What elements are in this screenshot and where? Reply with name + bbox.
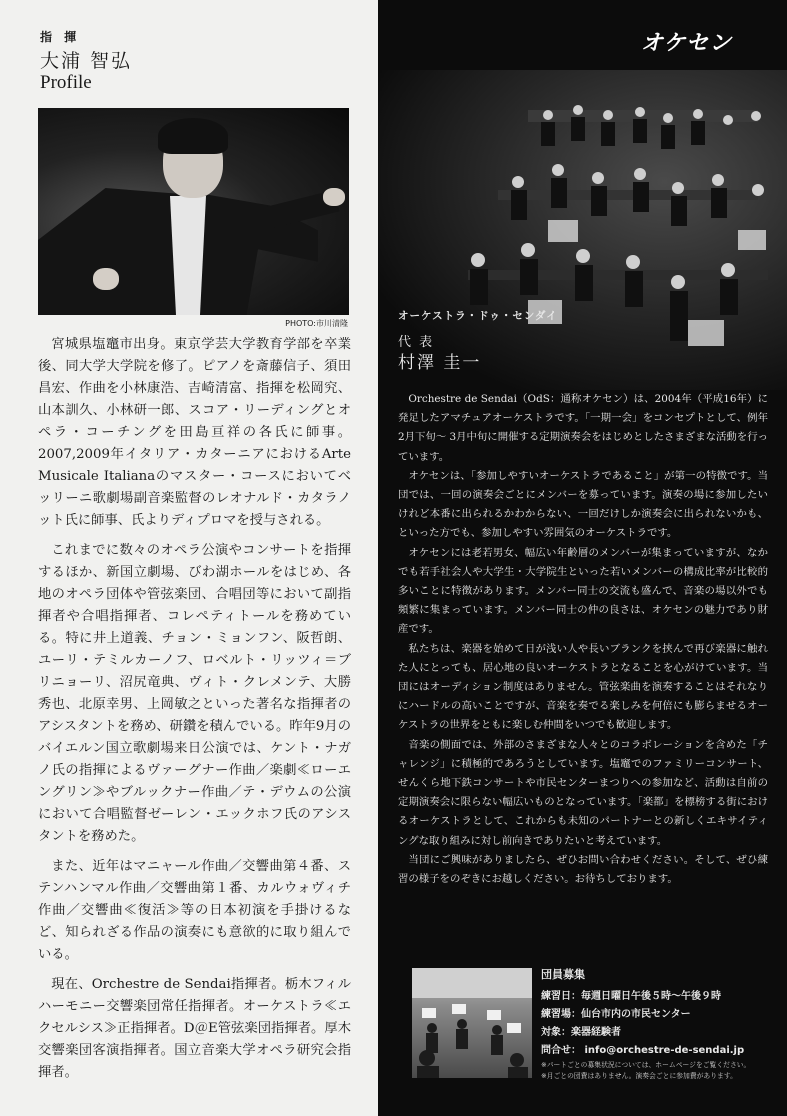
description-paragraph: オケセンは、「参加しやすいオーケストラであること」が第一の特徴です。当団では、一回の演奏会ごとにメンバーを募っています。演奏の場に参加したいけれど本番に出られるかわからない、一回だけしか演奏会に出られないかも、といった方でも、参加しやすい雰囲気のオーケストラです。 — [398, 469, 768, 540]
contact-email[interactable]: 問合せ： info@orchestre-de-sendai.jp — [541, 1045, 745, 1056]
conductor-role: 指 揮 — [40, 30, 81, 44]
orchestra-photo-graphic — [378, 70, 787, 390]
bio-paragraph: また、近年はマニャール作曲／交響曲第４番、ステンハンマル作曲／交響曲第１番、カルウォヴィチ作曲／交響曲≪復活≫等の日本初演を手掛けるなど、知られざる作品の演奏にも意欲的に取り組んでいる。 — [38, 859, 351, 962]
description-paragraph: オケセンには老若男女、幅広い年齢層のメンバーが集まっていますが、なかでも若手社会人や大学生・大学院生といった若いメンバーの構成比率が比較的多いことに特徴があります。メンバー同士の交流も盛んで、音楽の場以外でも頻繁に集まっています。メンバー同士の仲の良さは、オケセンの魅力であり財産です。 — [398, 546, 768, 636]
orchestra-name: オーケストラ・ドゥ・センダイ — [398, 310, 558, 322]
bio-paragraph: 現在、Orchestre de Sendai指揮者。栃木フィルハーモニー交響楽団常任指揮者。オーケストラ≪エクセルシス≫正指揮者。D＠E管弦楽団指揮者。厚木交響楽団客演指揮者。国立音楽大学オペラ研究会指揮者。 — [38, 977, 351, 1080]
recruitment-info — [541, 966, 781, 1082]
recruitment-target: 対象：楽器経験者 — [541, 1027, 621, 1038]
description-paragraph: 音楽の側面では、外部のさまざまな人々とのコラボレーションを含めた「チャレンジ」に積極的であろうとしています。塩竈でのファミリーコンサート、せんくら地下鉄コンサートや市民センターまつりへの参加など、活動は自前の定期演奏会に限らない幅広いものとなっています。「楽都」を標榜する街におけるオーケストラとして、これからも未知のパートナーとの新しくエキサイティングな取り組みに対し前向きでありたいと考えています。 — [398, 738, 768, 847]
rehearsal-photo-graphic — [412, 968, 532, 1078]
recruitment-title: 団員募集 — [541, 968, 585, 981]
photo-credit: PHOTO:市川清隆 — [285, 319, 348, 328]
conductor-name: 大浦 智弘 — [40, 50, 133, 72]
practice-day: 練習日：毎週日曜日午後５時〜午後９時 — [541, 991, 721, 1002]
conductor-photo — [38, 108, 349, 315]
conductor-profile-panel — [0, 0, 378, 1116]
orchestra-photo — [378, 70, 787, 390]
bio-paragraph: これまでに数々のオペラ公演やコンサートを指揮するほか、新国立劇場、びわ湖ホールをはじめ、各地のオペラ団体や管弦楽団、合唱団等において副指揮者や合唱指揮者、コレペティトールを務めている。特に井上道義、チョン・ミョンフン、阪哲朗、ユーリ・テミルカーノフ、ロベルト・リッツィ＝ブリニョーリ、沼尻竜典、ヴィト・クレメンテ、大勝秀也、北原幸男、上岡敏之といった著名な指揮者のアシスタントを務め、研鑽を積んでいる。昨年9月のバイエルン国立歌劇場来日公演では、ケント・ナガノ氏の指揮によるヴァーグナー作曲／楽劇≪ローエングリン≫やブルックナー作曲／テ・デウムの公演において合唱監督ゼーレン・エックホフ氏のアシスタントを務めた。 — [38, 543, 351, 844]
representative-name: 村澤 圭一 — [398, 353, 482, 373]
profile-heading: Profile — [40, 72, 92, 93]
bio-paragraph: 宮城県塩竈市出身。東京学芸大学教育学部を卒業後、同大学大学院を修了。ピアノを斎藤信子、須田昌宏、作曲を小林康浩、吉崎清富、指揮を松岡究、山本訓久、小林研一郎、スコア・リーディングとオペラ・コーチングを田島亘祥の各氏に師事。2007,2009年イタリア・カターニアにおけるArte Musicale Italianaのマスター・コースにおいてベッリーニ歌劇場副音楽監督のレオナルド・カタラノット氏に師事、氏よりディプロマを授与される。 — [38, 337, 351, 528]
orchestra-panel — [378, 0, 787, 1116]
recruitment-note: ※月ごとの団費はありません。演奏会ごとに参加費があります。 — [541, 1072, 737, 1080]
orchestra-description — [398, 390, 768, 889]
representative-role: 代 表 — [398, 335, 435, 350]
description-paragraph: 私たちは、楽器を始めて日が浅い人や長いブランクを挟んで再び楽器に触れた人にとっても、居心地の良いオーケストラとなることを心がけています。当団にはオーディション制度はありません。管弦楽曲を演奏することはそれなりにハードルの高いことですが、音楽を奏でる楽しみを何倍にも膨らませるオーケストラの世界をともに楽しむ仲間をいつでも歓迎します。 — [398, 642, 768, 732]
conductor-bio — [38, 334, 351, 1092]
description-paragraph: Orchestre de Sendai（OdS：通称オケセン）は、2004年（平成16年）に発足したアマチュアオーケストラです。「一期一会」をコンセプトとして、例年2月下旬〜 3月中旬に開催する定期演奏会をはじめとしたさまざまな活動を行っています。 — [398, 393, 768, 463]
description-paragraph: 当団にご興味がありましたら、ぜひお問い合わせください。そして、ぜひ練習の様子をのぞきにお越しください。お待ちしております。 — [398, 853, 768, 886]
orchestra-logo: オケセン — [641, 31, 733, 56]
recruitment-note: ※パートごとの募集状況については、ホームページをご覧ください。 — [541, 1061, 751, 1069]
rehearsal-photo — [412, 968, 532, 1078]
practice-place: 練習場：仙台市内の市民センター — [541, 1009, 691, 1020]
